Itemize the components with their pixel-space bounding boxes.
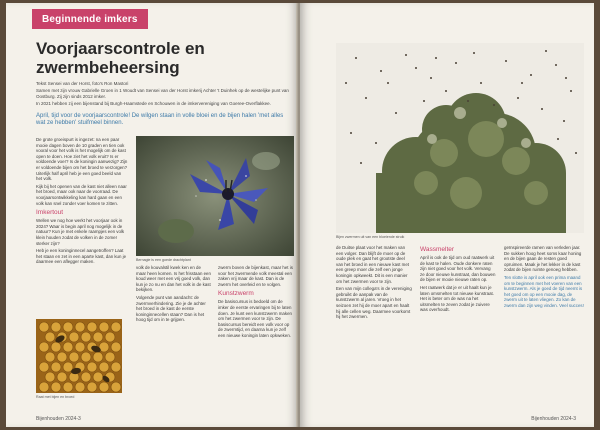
paragraph: volk de kouvalstil kwek ken en de maar heen komen. Is het frisstaan een koud weer met een vrij goed volk, dan kun je zo nu en dan het volk in de kast bekijken.	[136, 265, 211, 293]
paragraph: Het raatwerk dat je er uit haalt kun je laten omsmelten tot nieuwe kunstraat. Het is beter om de was na het uitsmelten te zeven zodat je zuivere was overhoudt.	[420, 284, 494, 313]
honeycomb-caption: Raat met bijen en broed	[36, 395, 75, 399]
right-page	[300, 3, 594, 427]
paragraph: De grote groeispurt is ingezet: na een paar mooie dagen boven de 10 graden en tien ook vooral voor het volk is het mogelijk om de kast open te doen. Hoe ziet het volk eruit? Is er voldoende voer? Is de koningin aanwezig? Zijn er voldoende bijen om het broed te verzorgen? Uiterlijk half april heb je een goed beeld van het volk.	[36, 137, 128, 182]
left-page	[6, 3, 298, 427]
subheading: Imkertout	[36, 209, 64, 217]
paragraph: geïnspireerde ramen van verleden jaar. De sukken hoog heet soms kaar honing en de bijen gaan de resten goed opruimen. Maak je het lekker in de kast zodat de bijen ruimte genoeg hebben.	[504, 245, 582, 273]
right-column-1	[336, 245, 412, 322]
honeycomb-photo	[36, 319, 122, 393]
magazine-spread	[6, 3, 594, 427]
article-credits	[36, 81, 292, 108]
subheading: Kunstzwerm	[218, 290, 254, 298]
left-column-1	[36, 137, 128, 267]
borage-flower-photo	[136, 136, 294, 256]
right-column-2	[420, 243, 496, 315]
credit-authors: Tekst Sensei van der Horst, foto's Ron Mastori	[36, 81, 129, 86]
paragraph: Volgende punt van aandacht: de zwermverhindering. Zie je de achter het broed in de kast de eerste koninginnecellen staan? Dan is het hoog tijd om in te grijpen.	[136, 294, 206, 323]
paragraph: Een van mijn collega's in de vereniging gebruikt de aanpak van de kunstzwerm al jaren. Vroeg in het seizoen zet hij de moer apart en haalt hij alle cellen weg. Daarmee voorkomt hij het zwermen.	[336, 286, 412, 320]
shrub-caption: Bijen zwermen uit van een bloeiende struik	[336, 235, 405, 239]
left-column-2	[136, 265, 212, 325]
paragraph: Wellen we nog hoe werkt het voorjaar ook in 2024? Waar is begin april nog mogelijk in de natuur? Kun je met enkele raampjes een volk klein houden zodat de volken in de zomer sterker zijn?	[36, 218, 125, 246]
flower-caption: Bernagie is een goede drachtplant	[136, 258, 191, 262]
section-tab: Beginnende imkers	[32, 9, 148, 29]
paragraph: zwerm boven de bijenkast, maar het is voor het zwermende volk meestal een zaken vrij maar de kast. Dan is de zwerm het overleid en te volgen.	[218, 265, 293, 287]
page-number-right: Bijenhouden 2024-3	[531, 416, 576, 422]
article-title: Voorjaarscontrole en zwermbeheersing	[36, 39, 205, 77]
left-column-3	[218, 265, 294, 341]
right-column-3	[504, 245, 584, 311]
subheading: Wassmelter	[420, 246, 455, 253]
credit-line-1: Samen met zijn vrouw Gabrielle Groen in 1 Woudt van Sensei van der Horst imkerij Achter 't Duinhek op de westelijke punt van Oostburg. Zij zijn sinds 2012 imker.	[36, 88, 289, 99]
paragraph: Heb je een koninginnecel aangetroffen? Laat het staan en zet in een aparte kast, dan kun je daarmee een aflegger maken.	[36, 248, 127, 265]
paragraph: de Duitse plaat voor het maken van een volger. Dan blijft de moer op de oude plek en gaat het grootste deel van het broed in een nieuwe kast met een greep moer die zelf een jonge koningin opkweekt. Dit is een manier om het zwermen voor te zijn.	[336, 245, 409, 284]
paragraph: April is ook de tijd om oud raatwerk uit de kast te halen. Oude donkere raten zijn niet goed voor het volk. Vervang ze door nieuwe kunstraat, dan bouwen de bijen er mooie nieuwe raten op.	[420, 255, 496, 283]
paragraph: De basiscursus is bedoeld om de imker de eerste ervaringen bij te laten doen. Je kunt een kunstzwerm maken om het zwermen voor te zijn. De basiscursus bereidt een volk voor op de zwermtijd, en daarna kun je zelf een nieuwe koningin laten opkweken.	[218, 299, 292, 338]
paragraph: Ten slotte is april ook een prima maand om te beginnen met het voeren van een kunstzwerm. Als je goed de tijd neemt is het goed om op een mooie dag, de zwerm uit te laten vliegen. Zo kan de zwerm dan zijn weg vinden. Veel succes!	[504, 274, 584, 308]
article-lead: April, tijd voor de voorjaarscontrole! De wilgen staan in volle bloei en de bijen halen 'met alles wat ze hebben' stuifmeel binnen.	[36, 113, 284, 127]
credit-line-2: In 2021 hebben zij een bijenstand bij Burgh-Haamstede en Schouwen in de imkervereniging van Goeree-Overflakkee.	[36, 100, 271, 106]
paragraph: Kijk bij het openen van de kast niet alleen naar het broed, maar ook naar de voorraad. De voorjaarsontwikkeling kan hard gaan en een volk kan snel zonder voer komen te zitten.	[36, 183, 127, 206]
page-number-left: Bijenhouden 2024-3	[36, 416, 81, 422]
swarming-shrub-photo	[336, 43, 584, 233]
